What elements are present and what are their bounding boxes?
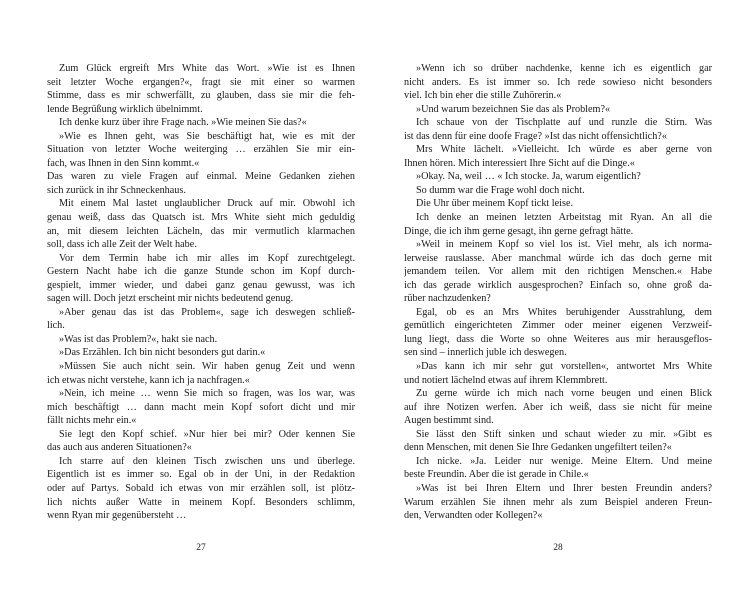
- text-line: lende Begrüßung wirklich übelnimmt.: [47, 103, 203, 115]
- text-line: »Und warum bezeichnen Sie das als Problem?«: [416, 103, 611, 115]
- text-line: lich nichts außer Watte in meinem Kopf. Besonders schlimm,: [47, 496, 355, 508]
- text-line: das auch aus anderen Situationen?«: [47, 442, 192, 454]
- text-line: Egal, ob es an Mrs Whites beruhigender Ausstrahlung, dem: [416, 306, 712, 318]
- text-line: Warum erzählen Sie ihnen mehr als zum Beispiel anderen Freun-: [404, 496, 712, 508]
- text-line: fällt nichts mehr ein.«: [47, 415, 137, 427]
- text-line: Mrs White lächelt. »Vielleicht. Ich würde es aber gerne von: [416, 144, 712, 156]
- text-line: »Was ist das Problem?«, hakt sie nach.: [59, 333, 218, 345]
- text-line: wenn Ryan mir gegenübersteht …: [47, 510, 187, 522]
- text-line: fach, was Ihnen in den Sinn kommt.«: [47, 157, 200, 169]
- text-line: Mit einem Mal lastet unglaublicher Druck auf mir. Obwohl ich: [59, 198, 355, 210]
- text-line: Ich schaue von der Tischplatte auf und runzle die Stirn. Was: [416, 117, 712, 129]
- text-line: »Weil in meinem Kopf so viel los ist. Viel mehr, als ich norma-: [416, 239, 712, 251]
- text-line: Ich denke an meinen letzten Arbeitstag mit Ryan. An all die: [416, 212, 712, 224]
- text-line: Sie lässt den Stift sinken und schaut wieder zu mir. »Gibt es: [416, 428, 712, 440]
- text-line: Eigentlich ist es immer so. Egal ob in der Uni, in der Redaktion: [47, 469, 355, 481]
- text-line: Gestern Nacht habe ich die ganze Stunde schon im Kopf durch-: [47, 266, 355, 278]
- text-line: Zu gerne würde ich mich nach vorne beugen und einen Blick: [416, 388, 712, 400]
- text-line: »Okay. Na, weil … « Ich stocke. Ja, warum eigentlich?: [416, 171, 641, 183]
- text-line: »Wie es Ihnen geht, was Sie beschäftigt hat, wie es mit der: [59, 130, 355, 142]
- text-line: beste Freundin. Aber die ist gerade in Chile.«: [404, 469, 589, 481]
- text-line: Situation von letzter Woche weiterging … erzählen Sie mir ein-: [47, 144, 355, 156]
- text-line: denn Menschen, mit denen Sie Ihre Gedanken ungefiltert teilen?«: [404, 442, 672, 454]
- text-line: Die Uhr über meinem Kopf tickt leise.: [416, 198, 574, 210]
- text-line: soll, dass ich alle Zeit der Welt habe.: [47, 239, 197, 251]
- right-page-text: [404, 62, 712, 523]
- text-line: Sie legt den Kopf schief. »Nur hier bei mir? Oder kennen Sie: [59, 428, 355, 440]
- text-line: Vor dem Termin habe ich mir alles im Kopf zurechtgelegt.: [59, 252, 355, 264]
- text-line: »Nein, ich meine … wenn Sie mich so fragen, was los war, was: [59, 388, 355, 400]
- text-line: gespielt, immer wieder, und dabei ganz genau gewusst, was ich: [47, 279, 355, 291]
- text-line: jemandem teilen. Vor allem mit den richtigen Menschen.« Habe: [404, 266, 712, 278]
- text-line: Stimme, dass es mir schwerfällt, zu glauben, dass sie mir die feh-: [47, 90, 355, 102]
- text-line: lung liegt, dass die Worte so ohne Weiteres aus mir herausgeflos-: [404, 333, 712, 345]
- text-line: ist das denn für eine doofe Frage? »Ist das nicht offensichtlich?«: [404, 130, 667, 142]
- text-line: ich etwas nicht verstehe, kann ich ja nachfragen.«: [47, 374, 250, 386]
- text-line: Ich denke kurz über ihre Frage nach. »Wie meinen Sie das?«: [59, 117, 307, 129]
- text-line: sich zurück in ihr Schneckenhaus.: [47, 184, 186, 196]
- text-line: »Müssen Sie auch nicht sein. Wir haben genug Zeit und wenn: [59, 361, 355, 373]
- right-page-number: 28: [553, 543, 563, 553]
- text-line: genau weiß, dass das Quatsch ist. Mrs White sieht mich geduldig: [47, 212, 355, 224]
- text-line: sen sind – innerlich juble ich deswegen.: [404, 347, 567, 359]
- text-line: Augen bestimmt sind.: [404, 415, 494, 427]
- text-line: lich.: [47, 320, 65, 332]
- text-line: So dumm war die Frage wohl doch nicht.: [416, 184, 585, 196]
- text-line: ich das gerade wirklich ausgesprochen? Einfach so, ohne groß da-: [404, 279, 712, 291]
- text-line: und notiert lächelnd etwas auf ihrem Klemmbrett.: [404, 374, 608, 386]
- text-line: oder auf Partys. Sobald ich etwas von mir erzählen soll, ist plötz-: [47, 482, 355, 494]
- text-line: »Das kann ich mir sehr gut vorstellen«, antwortet Mrs White: [416, 361, 712, 373]
- text-line: seit letzter Woche ergangen?«, fragt sie mit einer so warmen: [47, 76, 355, 88]
- text-line: »Wenn ich so drüber nachdenke, kenne ich es eigentlich gar: [416, 63, 712, 74]
- text-line: Ich nicke. »Ja. Leider nur wenige. Meine Eltern. Und meine: [416, 455, 712, 467]
- text-line: Dinge, die ich ihm gerne gesagt, ihn gerne gefragt hätte.: [404, 225, 634, 237]
- text-line: nicht anders. Es ist immer so. Ich rede sowieso nicht besonders: [404, 76, 712, 88]
- text-line: mich beschäftigt … dann macht mein Kopf sofort dicht und mir: [47, 401, 355, 413]
- text-line: »Was ist bei Ihren Eltern und Ihrer besten Freundin anders?: [416, 482, 712, 494]
- text-line: viel. Ich bin eher die stille Zuhörerin.«: [404, 90, 562, 102]
- text-line: gemütlich eingerichteten Zimmer oder meiner eigenen Verzweif-: [404, 320, 712, 332]
- text-line: Ich starre auf den kleinen Tisch zwischen uns und überlege.: [59, 455, 355, 467]
- text-line: sagen will. Doch jetzt erscheint mir nichts bedeutend genug.: [47, 293, 294, 305]
- text-line: Das waren zu viele Fragen auf einmal. Meine Gedanken ziehen: [47, 171, 355, 183]
- text-line: Zum Glück ergreift Mrs White das Wort. »Wie ist es Ihnen: [59, 63, 355, 74]
- text-line: »Aber genau das ist das Problem«, sage ich deswegen schließ-: [59, 306, 355, 318]
- text-line: Ihnen hören. Mich interessiert Ihre Sicht auf die Dinge.«: [404, 157, 635, 169]
- text-line: rüber nachzudenken?: [404, 293, 491, 305]
- text-line: den, Verwandten oder Kollegen?«: [404, 510, 543, 522]
- left-page-text: [47, 62, 355, 523]
- left-page-number: 27: [196, 543, 206, 553]
- text-line: »Das Erzählen. Ich bin nicht besonders gut darin.«: [59, 347, 266, 359]
- text-line: lerweise rauslasse. Aber manchmal würde ich das doch gerne mit: [404, 252, 712, 264]
- text-line: an, mit diesem leichten Lächeln, das mir vermutlich klarmachen: [47, 225, 355, 237]
- text-line: auf ihre Notizen werfen. Aber ich weiß, dass sie nicht für meine: [404, 401, 712, 413]
